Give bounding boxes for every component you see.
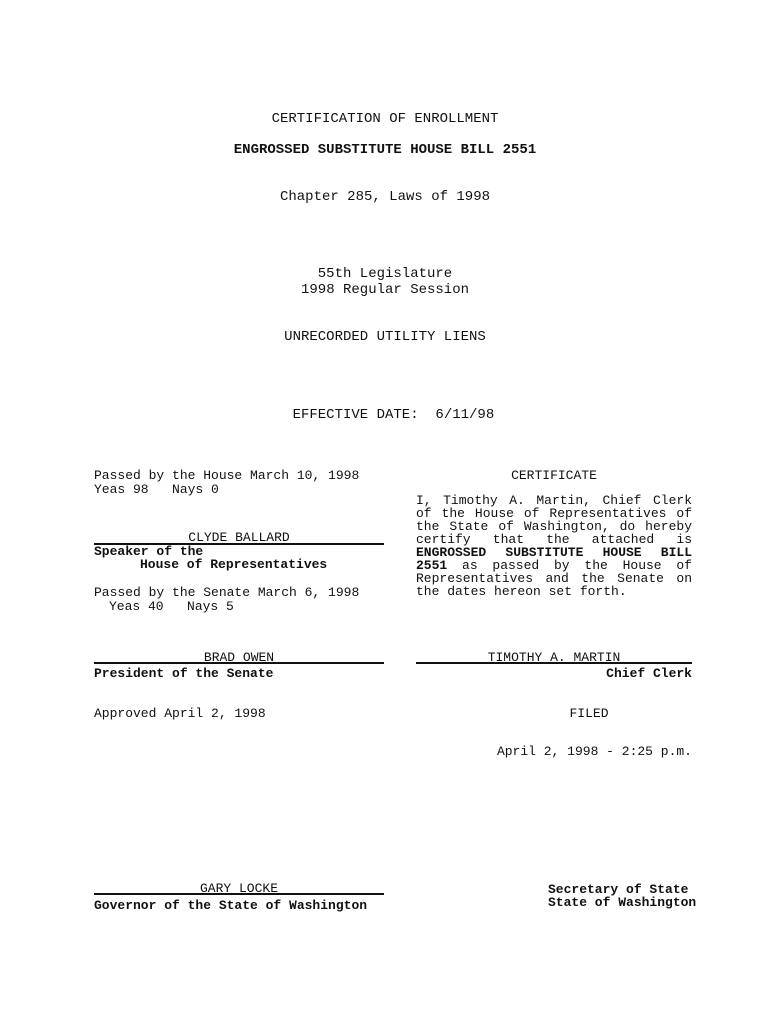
governor-name: GARY LOCKE	[199, 881, 278, 896]
chapter-line: Chapter 285, Laws of 1998	[279, 189, 491, 205]
house-votes: Yeas 98 Nays 0	[94, 482, 219, 497]
clerk-title: Chief Clerk	[606, 666, 692, 681]
effective-date-label: EFFECTIVE DATE:	[292, 407, 419, 423]
certificate-text	[416, 494, 692, 598]
senate-passed: Passed by the Senate March 6, 1998	[94, 585, 360, 600]
approved-date: Approved April 2, 1998	[94, 706, 266, 721]
speaker-title-2: House of Representatives	[140, 557, 328, 572]
governor-title: Governor of the State of Washington	[94, 898, 368, 913]
clerk-name: TIMOTHY A. MARTIN	[487, 650, 621, 665]
governor-signature-line	[94, 893, 384, 895]
clerk-signature-line	[416, 662, 692, 664]
legislature-line: 55th Legislature	[317, 266, 453, 282]
certificate-heading: CERTIFICATE	[511, 468, 597, 483]
house-passed: Passed by the House March 10, 1998	[94, 468, 360, 483]
filed-datetime: April 2, 1998 - 2:25 p.m.	[496, 744, 692, 759]
filed-label: FILED	[569, 706, 609, 721]
president-signature-line	[94, 662, 384, 664]
bill-title: ENGROSSED SUBSTITUTE HOUSE BILL 2551	[233, 142, 537, 158]
secretary-title-1: Secretary of State	[548, 882, 689, 897]
certificate-text-2: as passed by the House of Representatives and the Senate on the dates hereon set forth.	[416, 558, 692, 599]
certification-heading: CERTIFICATION OF ENROLLMENT	[271, 111, 499, 127]
certificate-text-1: I, Timothy A. Martin, Chief Clerk of the House of Representatives of the State of Washington, do hereby certify that the attached is	[416, 493, 692, 547]
subject-line: UNRECORDED UTILITY LIENS	[284, 329, 486, 345]
senate-votes: Yeas 40 Nays 5	[109, 599, 234, 614]
certificate-bill-name: ENGROSSED SUBSTITUTE HOUSE BILL 2551	[416, 545, 692, 573]
speaker-title-1: Speaker of the	[94, 544, 204, 559]
speaker-name: CLYDE BALLARD	[188, 530, 290, 545]
president-title: President of the Senate	[94, 666, 274, 681]
secretary-title-2: State of Washington	[548, 895, 697, 910]
president-name: BRAD OWEN	[203, 650, 275, 665]
effective-date-value: 6/11/98	[435, 407, 495, 423]
effective-date	[0, 391, 770, 423]
session-line: 1998 Regular Session	[300, 282, 470, 298]
